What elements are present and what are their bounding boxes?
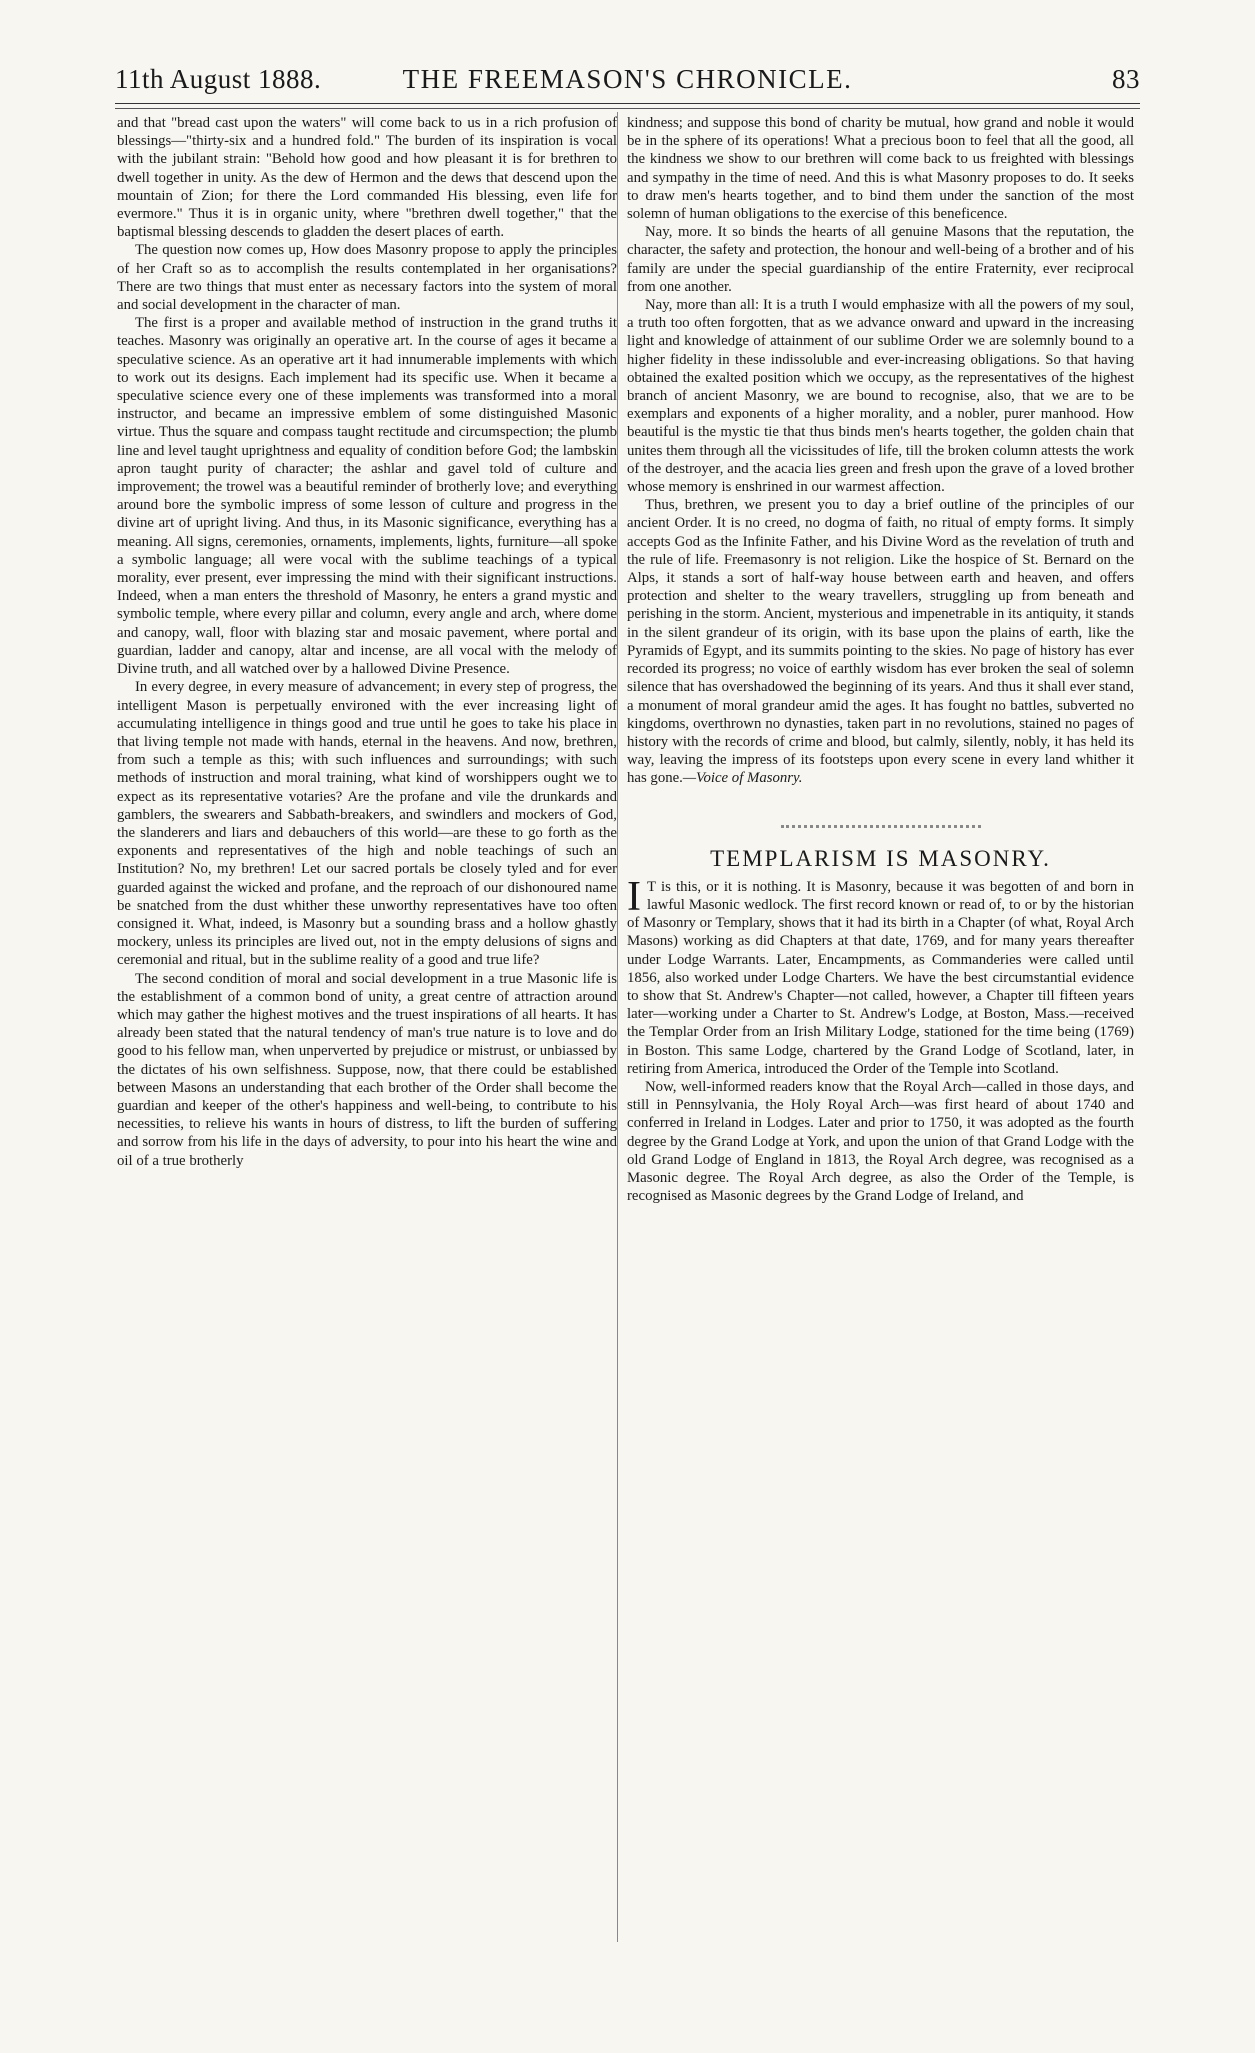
paragraph: The second condition of moral and social development in a true Masonic life is the establishment of a common bond of unity, a great centre of attraction around which may gather the highest motives and the truest inspirations of all hearts. It has already been stated that the natural tendency of man's true nature is to love and do good to his fellow man, when unperverted by prejudice or mistrust, or unbiassed by the dictates of his own selfishness. Suppose, now, that there could be established between Masons an understanding that each brother of the Order shall become the guardian and keeper of the other's happiness and well-being, to contribute to his necessities, to relieve his wants in hours of distress, to lift the burden of suffering and sorrow from his life in the days of adversity, to pour into his heart the wine and oil of a true brotherly — [117, 970, 617, 1169]
page-header — [115, 64, 1140, 98]
issue-date: 11th August 1888. — [115, 64, 322, 94]
paragraph: kindness; and suppose this bond of charity be mutual, how grand and noble it would be in the sphere of its operations! What a precious boon to feel that all the good, all the kindness we show to our brethren will come back to us freighted with blessings and sympathy in the time of need. And this is what Masonry proposes to do. It seeks to draw men's hearts together, and to bind them under the sanction of the most solemn of human obligations to the exercise of this beneficence. — [627, 115, 1134, 223]
paragraph: Now, well-informed readers know that the Royal Arch—called in those days, and still in Pennsylvania, the Holy Royal Arch—was first heard of about 1740 and conferred in Ireland in Lodges. Later and prior to 1750, it was adopted as the fourth degree by the Grand Lodge at York, and upon the union of that Grand Lodge with the old Grand Lodge of England in 1813, the Royal Arch degree, was recognised as a Masonic degree. The Royal Arch degree, as also the Order of the Temple, is recognised as Masonic degrees by the Grand Lodge of Ireland, and — [627, 1078, 1134, 1205]
publication-title: THE FREEMASON'S CHRONICLE. — [402, 64, 853, 94]
paragraph-text: Thus, brethren, we present you to day a brief outline of the principles of our ancient Order. It is no creed, no dogma of faith, no ritual of empty forms. It simply accepts God as the Infinite Father, and his Divine Word as the revelation of truth and the rule of life. Freemasonry is not religion. Like the hospice of St. Bernard on the Alps, it stands a sort of half-way house between earth and heaven, and offers protection and shelter to the weary travellers, struggling up from beneath and perishing in the storm. Ancient, mysterious and impenetrable in its antiquity, it stands in the silent grandeur of its origin, with its base upon the plains of earth, like the Pyramids of Egypt, and its summits pointing to the skies. No page of history has ever recorded its progress; no voice of earthly wisdom has ever broken the seal of solemn silence that has overshadowed the beginning of its years. And thus it shall ever stand, a monument of moral grandeur amid the ages. It has fought no battles, subverted no kingdoms, overthrown no dynasties, taken part in no revolutions, stained no pages of history with the records of crime and blood, but calmly, silently, nobly, it has held its way, leaving the impress of its footsteps upon every scene in every land whither it has gone. — [627, 497, 1134, 787]
paragraph: Nay, more. It so binds the hearts of all genuine Masons that the reputation, the character, the safety and protection, the honour and well-being of a brother and of his family are under the special guardianship of the entire Fraternity, ever reciprocal from one another. — [627, 224, 1134, 295]
paragraph — [627, 873, 1134, 1078]
section-divider-ornament — [781, 810, 981, 842]
drop-cap: I — [627, 873, 641, 920]
paragraph-text: T is this, or it is nothing. It is Masonry, because it was begotten of and born in lawful Masonic wedlock. The first record known or read of, to or by the historian of Masonry or Templary, shows that it had its birth in a Chapter (of what, Royal Arch Masons) working as did Chapters at that date, 1769, and for many years thereafter under Lodge Warrants. Later, Encampments, as Commanderies were called until 1856, also worked under Lodge Charters. We have the best circumstantial evidence to show that St. Andrew's Chapter—not called, however, a Chapter till fifteen years later—working under a Charter to St. Andrew's Lodge, at Boston, Mass.—received the Templar Order from an Irish Military Lodge, stationed for the time being (1769) in Boston. This same Lodge, chartered by the Grand Lodge of Scotland, later, in retiring from America, introduced the Order of the Temple into Scotland. — [627, 878, 1134, 1077]
column-divider — [617, 112, 618, 1942]
paragraph: Nay, more than all: It is a truth I would emphasize with all the powers of my soul, a truth too often forgotten, that as we advance onward and upward in the increasing light and knowledge of attainment of our sublime Order we are solemnly bound to a higher fidelity in these indissoluble and ever-increasing obligations. So that having obtained the exalted position which we occupy, as the representatives of the highest branch of ancient Masonry, we are bound to recognise, also, that we are to be exemplars and exponents of a higher morality, and a nobler, purer manhood. How beautiful is the mystic tie that thus binds men's hearts together, the golden chain that unites them through all the vicissitudes of life, till the broken column attests the work of the destroyer, and the acacia lies green and fresh upon the grave of a loved brother whose memory is enshrined in our warmest affection. — [627, 297, 1134, 496]
paragraph: In every degree, in every measure of advancement; in every step of progress, the intelligent Mason is perpetually environed with the ever increasing light of accumulating intelligence in things good and true until he goes to take his place in that living temple not made with hands, eternal in the heavens. And now, brethren, from such a temple as this; with such influences and surroundings; with such methods of instruction and moral training, what kind of worshippers ought we to expect as its representative votaries? Are the profane and vile the drunkards and gamblers, the swearers and Sabbath-breakers, and swindlers and mockers of God, the slanderers and liars and debauchers of this world—are these to go forth as the exponents and representatives of the high and noble teachings of such an Institution? No, my brethren! Let our sacred portals be closely tyled and for ever guarded against the wicked and profane, and the reproach of our dishonoured name be snatched from the dust whither these unworthy representatives have too often consigned it. What, indeed, is Masonry but a sounding brass and a hollow ghastly mockery, unless its principles are lived out, not in the empty delusions of signs and ceremonial and ritual, but in the sublime reality of a good and true life? — [117, 679, 617, 969]
paragraph: and that "bread cast upon the waters" will come back to us in a rich profusion of blessings—"thirty-six and a hundred fold." The burden of its inspiration is vocal with the jubilant strain: "Behold how good and how pleasant it is for brethren to dwell together in unity. As the dew of Hermon and the dews that descend upon the mountain of Zion; for there the Lord commanded His blessing, even life for evermore." Thus it is in organic unity, where "brethren dwell together," that the baptismal blessing descends to gladden the desert places of earth. — [117, 115, 617, 241]
left-column — [117, 114, 617, 1170]
section-heading: TEMPLARISM IS MASONRY. — [710, 845, 1051, 871]
paragraph — [627, 496, 1134, 787]
article-source: —Voice of Masonry. — [682, 770, 803, 787]
header-rule — [115, 103, 1140, 104]
paragraph: The first is a proper and available method of instruction in the grand truths it teaches. Masonry was originally an operative art. In the course of ages it became a speculative science. As an operative art it had innumerable implements with which to work out its designs. Each implement had its specific use. When it became a speculative science every one of these implements was transformed into a moral instructor, and became an impressive emblem of some distinguished Masonic virtue. Thus the square and compass taught rectitude and circumspection; the plumb line and level taught uprightness and equality of condition before God; the lambskin apron taught purity of character; the ashlar and gavel told of culture and improvement; the trowel was a beautiful reminder of brotherly love; and everything around bore the symbolic impress of some lesson of culture and progress in the divine art of upright living. And thus, in its Masonic significance, everything has a meaning. All signs, ceremonies, ornaments, implements, lights, furniture—all spoke a symbolic language; all were vocal with the sublime teachings of a typical morality, ever present, ever impressing the mind with their significant instructions. Indeed, when a man enters the threshold of Masonry, he enters a grand mystic and symbolic temple, where every pillar and column, every angle and arch, where dome and canopy, wall, floor with blazing star and mosaic pavement, where portal and guardian, ladder and canopy, altar and incense, are all vocal with the melody of Divine truth, and all watched over by a hallowed Divine Presence. — [117, 315, 617, 678]
paragraph: The question now comes up, How does Masonry propose to apply the principles of her Craft so as to accomplish the results contemplated in her organisations? There are two things that must enter as necessary factors into the system of moral and social development in the character of man. — [117, 242, 617, 314]
page-number: 83 — [1112, 64, 1140, 94]
header-rule-thin — [115, 108, 1140, 109]
right-column — [627, 114, 1134, 1205]
